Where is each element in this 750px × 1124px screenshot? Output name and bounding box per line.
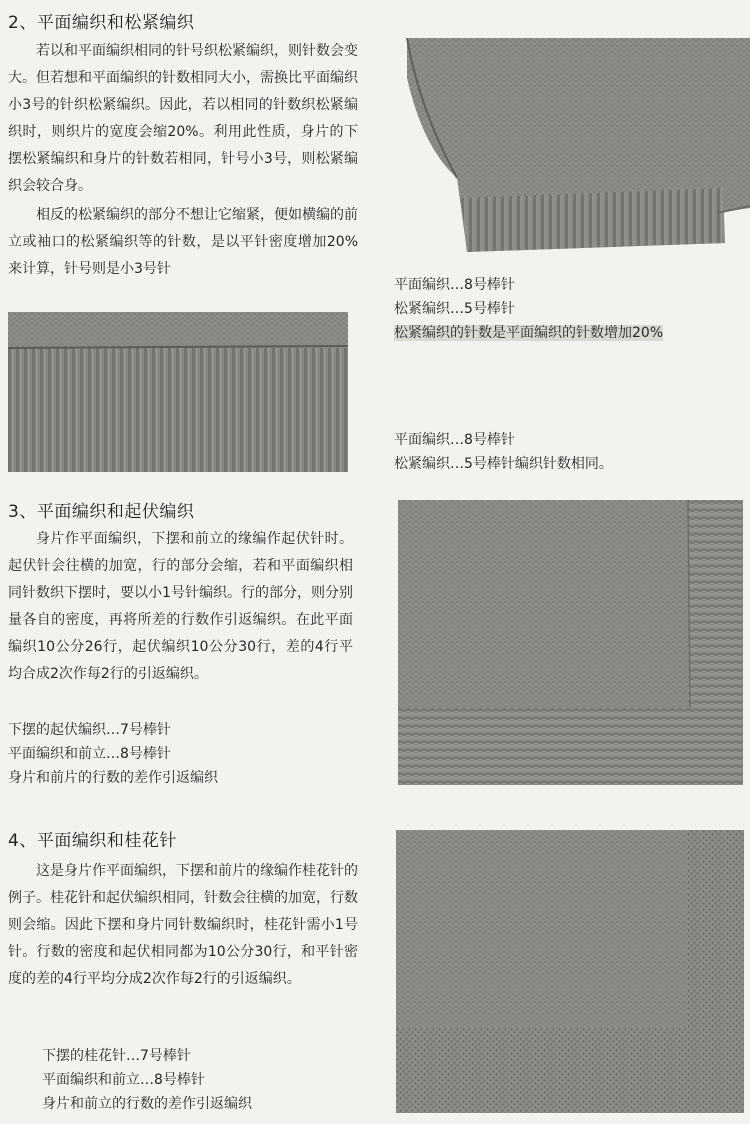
plain-and-rib-swatch-photo [8, 312, 348, 472]
caption-2-line-1: 平面编织…8号棒针 [394, 432, 515, 448]
section-2-text [8, 38, 358, 283]
section-4-paragraph: 这是身片作平面编织，下摆和前片的缘编作桂花针的例子。桂花针和起伏编织相同，针数会往横的加宽，行数则会缩。因此下摆和身片同针数编织时，桂花针需小1号针。行数的密度和起伏相同都为10公分30行，和平针密度的差的4行平均分成2次作每2行的引返编织。 [8, 863, 358, 987]
sleeve-cuff-photo [405, 38, 750, 262]
section-4-needle-list [42, 1044, 252, 1116]
caption-1-line-1: 平面编织…8号棒针 [394, 277, 515, 293]
caption-1-line-3: 松紧编织的针数是平面编织的针数增加20% [394, 325, 664, 341]
caption-2-line-2: 松紧编织…5号棒针编织针数相同。 [394, 456, 613, 472]
section-3-needle-list [8, 718, 218, 790]
caption-1-line-2: 松紧编织…5号棒针 [394, 301, 515, 317]
section-4-line-2: 平面编织和前立…8号棒针 [42, 1072, 205, 1088]
section-3-heading: 3、平面编织和起伏编织 [8, 502, 195, 522]
section-3-line-1: 下摆的起伏编织…7号棒针 [8, 722, 171, 738]
section-4-heading: 4、平面编织和桂花针 [8, 831, 177, 851]
seed-stitch-swatch-photo [396, 830, 744, 1113]
section-4-line-1: 下摆的桂花针…7号棒针 [42, 1048, 191, 1064]
section-3-text [8, 526, 353, 688]
section-2-caption-1 [394, 273, 663, 345]
section-4-text [8, 858, 358, 993]
section-3-paragraph: 身片作平面编织，下摆和前立的缘编作起伏针时。起伏针会往横的加宽，行的部分会缩，若和平面编织相同针数织下摆时，要以小1号针编织。行的部分，则分别量各自的密度，再将所差的行数作引返编织。在此平面编织10公分26行，起伏编织10公分30行，差的4行平均合成2次作每2行的引返编织。 [8, 531, 353, 682]
section-2-paragraph-2: 相反的松紧编织的部分不想让它缩紧，便如横编的前立或袖口的松紧编织等的针数，是以平针密度增加20%来计算，针号则是小3号针 [8, 207, 358, 277]
section-2-heading: 2、平面编织和松紧编织 [8, 13, 195, 33]
section-2-caption-2 [394, 428, 613, 476]
section-2-paragraph-1: 若以和平面编织相同的针号织松紧编织，则针数会变大。但若想和平面编织的针数相同大小，需换比平面编织小3号的针织松紧编织。因此，若以相同的针数织松紧编织时，则织片的宽度会缩20%。利用此性质，身片的下摆松紧编织和身片的针数若相同，针号小3号，则松紧编织会较合身。 [8, 43, 358, 194]
section-3-line-3: 身片和前片的行数的差作引返编织 [8, 770, 218, 786]
section-3-line-2: 平面编织和前立…8号棒针 [8, 746, 171, 762]
section-4-line-3: 身片和前立的行数的差作引返编织 [42, 1096, 252, 1112]
garter-stitch-swatch-photo [398, 500, 743, 785]
